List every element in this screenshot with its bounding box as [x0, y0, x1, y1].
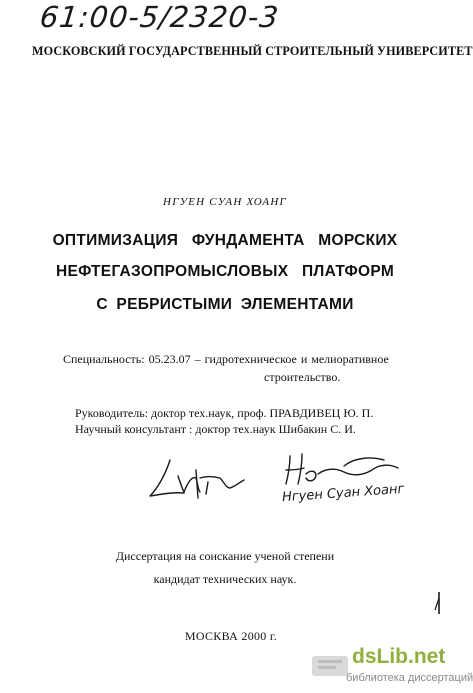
supervisor-line: Руководитель: доктор тех.наук, проф. ПРАВДИВЕЦ Ю. П.	[75, 406, 374, 420]
specialty-line-1: Специальность: 05.23.07 – гидротехническое и мелиоративное	[63, 352, 389, 366]
consultant-line: Научный консультант : доктор тех.наук Шибакин С. И.	[75, 422, 356, 436]
specialty-line-2: строительство.	[264, 370, 341, 384]
watermark-brand[interactable]: dsLib.net	[352, 645, 446, 668]
thesis-title-line-1: ОПТИМИЗАЦИЯ ФУНДАМЕНТА МОРСКИХ	[52, 232, 398, 249]
margin-mark	[433, 592, 445, 614]
university-name: МОСКОВСКИЙ ГОСУДАРСТВЕННЫЙ СТРОИТЕЛЬНЫЙ УНИВЕРСИТЕТ	[32, 44, 473, 58]
archive-code-handwritten: 61:00-5/2320-3	[38, 0, 281, 34]
thesis-title-line-3: С РЕБРИСТЫМИ ЭЛЕМЕНТАМИ	[96, 296, 354, 313]
handwritten-author-name: Нгуен Суан Хоанг	[281, 481, 405, 506]
dissertation-purpose-line-1: Диссертация на соискание ученой степени	[115, 549, 335, 563]
city-and-year: МОСКВА 2000 г.	[184, 629, 278, 643]
watermark-subtitle: библиотека диссертаций	[346, 672, 473, 684]
dissertation-purpose-line-2: кандидат технических наук.	[153, 572, 297, 586]
thesis-title-line-2: НЕФТЕГАЗОПРОМЫСЛОВЫХ ПЛАТФОРМ	[55, 263, 395, 280]
watermark-logo-icon	[262, 650, 350, 680]
author-name: НГУЕН СУАН ХОАНГ	[163, 196, 287, 208]
